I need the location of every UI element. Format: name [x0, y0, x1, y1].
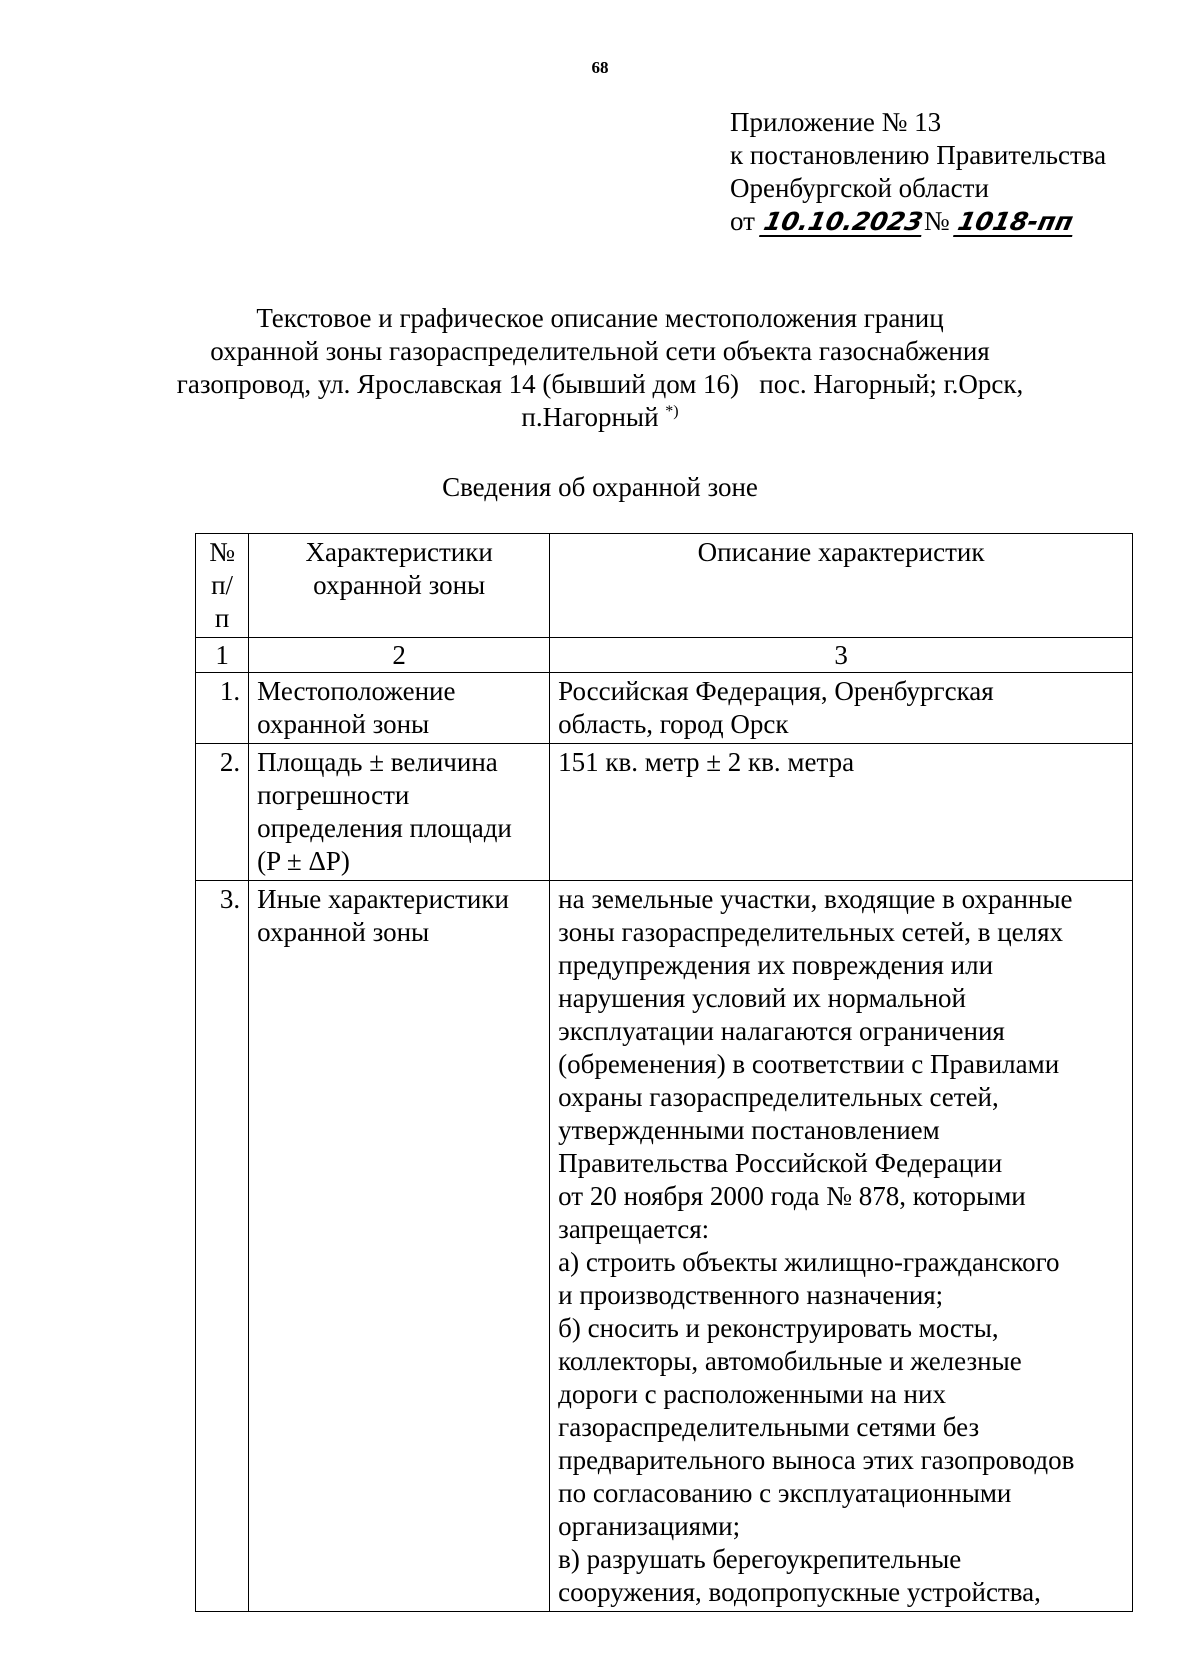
page-number: 68	[591, 58, 609, 77]
description-line: организациями;	[558, 1511, 741, 1541]
description-line: и производственного назначения;	[558, 1280, 944, 1310]
row-number: 2.	[196, 744, 249, 881]
description-line: охраны газораспределительных сетей,	[558, 1082, 999, 1112]
description-line: дороги с расположенными на них	[558, 1379, 946, 1409]
description-line: предварительного выноса этих газопроводов	[558, 1445, 1075, 1475]
characteristic-line: Площадь ± величина	[257, 747, 498, 777]
description-line: коллекторы, автомобильные и железные	[558, 1346, 1022, 1376]
header-col1-line2: п/п	[211, 570, 234, 633]
description-line: Правительства Российской Федерации	[558, 1148, 1003, 1178]
characteristic-line: Местоположение	[257, 676, 456, 706]
characteristic-line: погрешности	[257, 780, 410, 810]
description-line: запрещается:	[558, 1214, 710, 1244]
date-prefix: от	[730, 206, 755, 236]
description-line: область, город Орск	[558, 709, 789, 739]
row-characteristic	[249, 673, 550, 744]
description-line: предупреждения их повреждения или	[558, 950, 994, 980]
header-col-characteristics	[249, 534, 550, 638]
appendix-line-1: Приложение № 13	[730, 107, 942, 137]
description-line: по согласованию с эксплуатационными	[558, 1478, 1012, 1508]
document-title	[150, 302, 1050, 434]
title-line-3: газопровод, ул. Ярославская 14 (бывший дом 16) пос. Нагорный; г.Орск,	[176, 369, 1024, 399]
row-characteristic	[249, 744, 550, 881]
header-col2-line2: охранной зоны	[313, 570, 486, 600]
description-line: б) сносить и реконструировать мосты,	[558, 1313, 999, 1343]
description-line: эксплуатации налагаются ограничения	[558, 1016, 1005, 1046]
appendix-date-line	[730, 205, 1170, 238]
column-number-row	[196, 638, 1133, 673]
row-number: 1.	[196, 673, 249, 744]
row-description	[550, 673, 1133, 744]
handwritten-number: 1018-пп	[953, 209, 1077, 237]
table-row	[196, 881, 1133, 1612]
appendix-line-3: Оренбургской области	[730, 173, 989, 203]
description-line: (обременения) в соответствии с Правилами	[558, 1049, 1060, 1079]
title-line-4	[150, 401, 1050, 434]
table-row	[196, 744, 1133, 881]
description-line: зоны газораспределительных сетей, в целях	[558, 917, 1064, 947]
header-col-number	[196, 534, 249, 638]
characteristic-line: (P ± ΔP)	[257, 846, 350, 876]
number-prefix: №	[923, 206, 950, 236]
description-line: от 20 ноября 2000 года № 878, которыми	[558, 1181, 1026, 1211]
description-line: сооружения, водопропускные устройства,	[558, 1577, 1041, 1607]
column-number-1: 1	[196, 638, 249, 673]
row-characteristic	[249, 881, 550, 1612]
characteristic-line: охранной зоны	[257, 709, 430, 739]
description-line: 151 кв. метр ± 2 кв. метра	[558, 747, 855, 777]
header-col2-line1: Характеристики	[305, 537, 493, 567]
description-line: газораспределительными сетями без	[558, 1412, 980, 1442]
appendix-line-2: к постановлению Правительства	[730, 140, 1107, 170]
description-line: утвержденными постановлением	[558, 1115, 940, 1145]
footnote-mark: *)	[665, 403, 679, 420]
zone-info-table	[195, 533, 1133, 1612]
header-col-description: Описание характеристик	[550, 534, 1133, 638]
header-col1-line1: №	[209, 537, 235, 567]
row-description	[550, 881, 1133, 1612]
characteristic-line: определения площади	[257, 813, 512, 843]
description-line: Российская Федерация, Оренбургская	[558, 676, 994, 706]
characteristic-line: Иные характеристики	[257, 884, 509, 914]
handwritten-date: 10.10.2023	[759, 209, 927, 237]
table-row	[196, 673, 1133, 744]
title-line-1: Текстовое и графическое описание местоположения границ	[256, 303, 944, 333]
section-title: Сведения об охранной зоне	[442, 472, 758, 502]
description-line: в) разрушать берегоукрепительные	[558, 1544, 962, 1574]
appendix-header	[730, 106, 1170, 238]
description-line: нарушения условий их нормальной	[558, 983, 966, 1013]
column-number-3: 3	[550, 638, 1133, 673]
title-line-2: охранной зоны газораспределительной сети объекта газоснабжения	[210, 336, 990, 366]
title-line-4-text: п.Нагорный	[521, 402, 659, 432]
description-line: на земельные участки, входящие в охранные	[558, 884, 1073, 914]
column-number-2: 2	[249, 638, 550, 673]
row-number: 3.	[196, 881, 249, 1612]
characteristic-line: охранной зоны	[257, 917, 430, 947]
description-line: а) строить объекты жилищно-гражданского	[558, 1247, 1060, 1277]
row-description	[550, 744, 1133, 881]
table-header-row	[196, 534, 1133, 638]
